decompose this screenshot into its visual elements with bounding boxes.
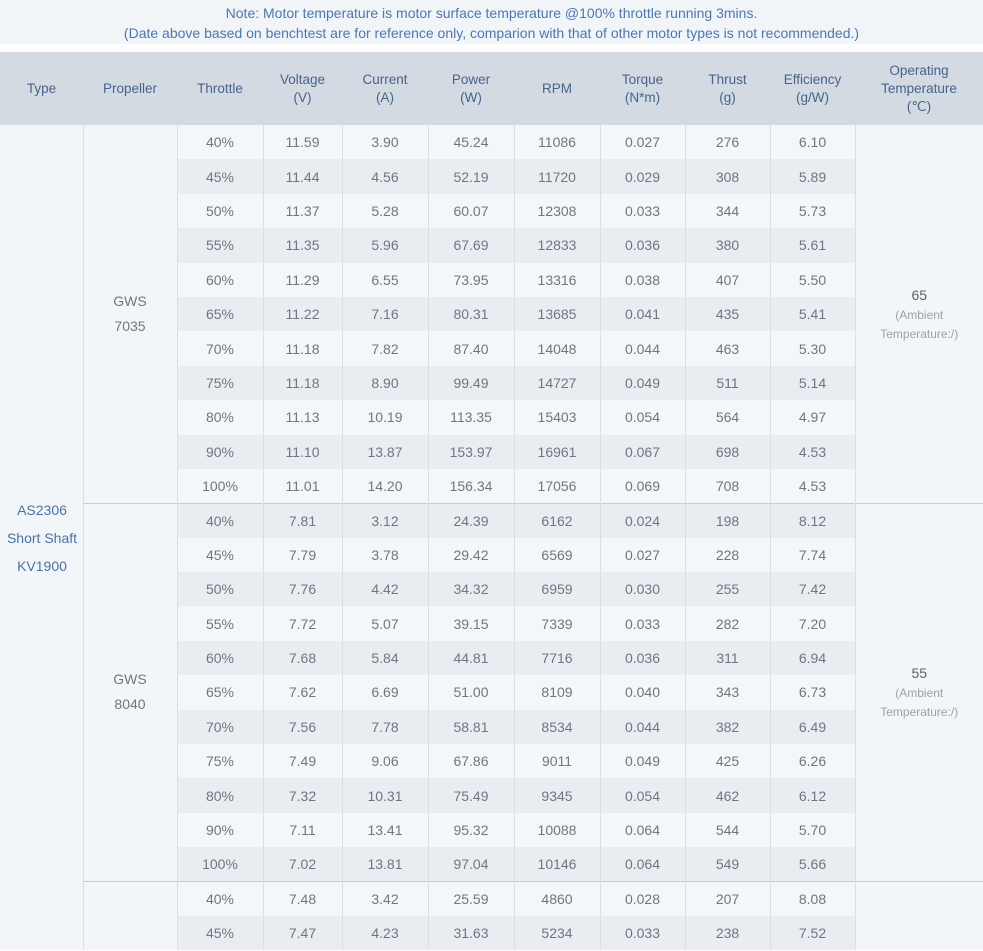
- thrust-cell: 698: [685, 435, 770, 469]
- column-header-operating-temperature: Operating Temperature (℃): [855, 52, 983, 125]
- current-cell: 3.12: [342, 503, 428, 537]
- current-cell: 13.87: [342, 435, 428, 469]
- throttle-cell: 60%: [177, 263, 263, 297]
- column-header-power: Power (W): [428, 52, 514, 125]
- power-cell: 24.39: [428, 503, 514, 537]
- efficiency-cell: 4.97: [770, 400, 855, 434]
- efficiency-cell: 5.30: [770, 331, 855, 365]
- motor-type-cell: [0, 125, 83, 950]
- power-cell: 153.97: [428, 435, 514, 469]
- voltage-cell: 7.56: [263, 710, 342, 744]
- voltage-cell: 7.68: [263, 641, 342, 675]
- throttle-cell: 45%: [177, 916, 263, 950]
- torque-cell: 0.049: [600, 366, 685, 400]
- operating-temperature-cell: [855, 882, 983, 951]
- current-cell: 5.84: [342, 641, 428, 675]
- throttle-cell: 75%: [177, 366, 263, 400]
- rpm-cell: 8534: [514, 710, 600, 744]
- thrust-cell: 425: [685, 744, 770, 778]
- thrust-cell: 544: [685, 813, 770, 847]
- table-row: [0, 503, 983, 537]
- voltage-cell: 7.32: [263, 778, 342, 812]
- current-cell: 10.19: [342, 400, 428, 434]
- throttle-cell: 80%: [177, 400, 263, 434]
- torque-cell: 0.033: [600, 606, 685, 640]
- thrust-cell: 207: [685, 882, 770, 916]
- power-cell: 31.63: [428, 916, 514, 950]
- rpm-cell: 12308: [514, 194, 600, 228]
- thrust-cell: 511: [685, 366, 770, 400]
- thrust-cell: 282: [685, 606, 770, 640]
- voltage-cell: 11.13: [263, 400, 342, 434]
- voltage-cell: 11.35: [263, 228, 342, 262]
- voltage-cell: 7.72: [263, 606, 342, 640]
- efficiency-cell: 6.73: [770, 675, 855, 709]
- efficiency-cell: 4.53: [770, 435, 855, 469]
- rpm-cell: 10088: [514, 813, 600, 847]
- voltage-cell: 7.49: [263, 744, 342, 778]
- voltage-cell: 7.76: [263, 572, 342, 606]
- efficiency-cell: 6.94: [770, 641, 855, 675]
- efficiency-cell: 5.70: [770, 813, 855, 847]
- column-header-throttle: Throttle: [177, 52, 263, 125]
- efficiency-cell: 7.42: [770, 572, 855, 606]
- ambient-temperature-note: (Ambient Temperature:/): [880, 307, 959, 341]
- note-line-2: (Date above based on benchtest are for reference only, comparion with that of other motor types is not recommended.): [123, 25, 860, 41]
- thrust-cell: 276: [685, 125, 770, 159]
- efficiency-cell: 7.20: [770, 606, 855, 640]
- throttle-cell: 50%: [177, 194, 263, 228]
- power-cell: 34.32: [428, 572, 514, 606]
- throttle-cell: 60%: [177, 641, 263, 675]
- thrust-cell: 344: [685, 194, 770, 228]
- torque-cell: 0.030: [600, 572, 685, 606]
- efficiency-cell: 6.10: [770, 125, 855, 159]
- propeller-label: GWS 7035: [113, 292, 147, 334]
- table-row: [0, 125, 983, 159]
- current-cell: 5.07: [342, 606, 428, 640]
- efficiency-cell: 5.89: [770, 159, 855, 193]
- current-cell: 8.90: [342, 366, 428, 400]
- rpm-cell: 8109: [514, 675, 600, 709]
- power-cell: 95.32: [428, 813, 514, 847]
- throttle-cell: 100%: [177, 469, 263, 503]
- voltage-cell: 11.44: [263, 159, 342, 193]
- column-header-thrust: Thrust (g): [685, 52, 770, 125]
- throttle-cell: 45%: [177, 538, 263, 572]
- rpm-cell: 6959: [514, 572, 600, 606]
- throttle-cell: 55%: [177, 228, 263, 262]
- efficiency-cell: 5.41: [770, 297, 855, 331]
- efficiency-cell: 6.49: [770, 710, 855, 744]
- efficiency-cell: 6.26: [770, 744, 855, 778]
- rpm-cell: 4860: [514, 882, 600, 916]
- thrust-cell: 708: [685, 469, 770, 503]
- thrust-cell: 255: [685, 572, 770, 606]
- torque-cell: 0.054: [600, 400, 685, 434]
- rpm-cell: 14727: [514, 366, 600, 400]
- throttle-cell: 80%: [177, 778, 263, 812]
- current-cell: 13.81: [342, 847, 428, 881]
- power-cell: 113.35: [428, 400, 514, 434]
- throttle-cell: 90%: [177, 813, 263, 847]
- power-cell: 99.49: [428, 366, 514, 400]
- current-cell: 6.55: [342, 263, 428, 297]
- power-cell: 39.15: [428, 606, 514, 640]
- power-cell: 51.00: [428, 675, 514, 709]
- rpm-cell: 11720: [514, 159, 600, 193]
- propeller-cell: [83, 503, 177, 881]
- thrust-cell: 238: [685, 916, 770, 950]
- rpm-cell: 17056: [514, 469, 600, 503]
- power-cell: 29.42: [428, 538, 514, 572]
- throttle-cell: 50%: [177, 572, 263, 606]
- current-cell: 7.16: [342, 297, 428, 331]
- temperature-value: 55: [911, 665, 928, 682]
- voltage-cell: 11.29: [263, 263, 342, 297]
- rpm-cell: 15403: [514, 400, 600, 434]
- header-row: [0, 52, 983, 125]
- current-cell: 9.06: [342, 744, 428, 778]
- rpm-cell: 13316: [514, 263, 600, 297]
- torque-cell: 0.064: [600, 813, 685, 847]
- propeller-cell: [83, 882, 177, 951]
- throttle-cell: 75%: [177, 744, 263, 778]
- current-cell: 13.41: [342, 813, 428, 847]
- throttle-cell: 40%: [177, 882, 263, 916]
- throttle-cell: 40%: [177, 503, 263, 537]
- throttle-cell: 40%: [177, 125, 263, 159]
- column-header-rpm: RPM: [514, 52, 600, 125]
- current-cell: 5.96: [342, 228, 428, 262]
- voltage-cell: 11.37: [263, 194, 342, 228]
- current-cell: 7.82: [342, 331, 428, 365]
- efficiency-cell: 6.12: [770, 778, 855, 812]
- operating-temperature-cell: [855, 125, 983, 503]
- power-cell: 67.69: [428, 228, 514, 262]
- thrust-cell: 343: [685, 675, 770, 709]
- voltage-cell: 7.47: [263, 916, 342, 950]
- torque-cell: 0.040: [600, 675, 685, 709]
- propeller-cell: [83, 125, 177, 503]
- voltage-cell: 11.10: [263, 435, 342, 469]
- torque-cell: 0.064: [600, 847, 685, 881]
- efficiency-cell: 7.52: [770, 916, 855, 950]
- thrust-cell: 407: [685, 263, 770, 297]
- rpm-cell: 16961: [514, 435, 600, 469]
- voltage-cell: 11.01: [263, 469, 342, 503]
- spec-table-body: [0, 125, 983, 950]
- voltage-cell: 7.11: [263, 813, 342, 847]
- voltage-cell: 11.18: [263, 331, 342, 365]
- power-cell: 52.19: [428, 159, 514, 193]
- voltage-cell: 11.22: [263, 297, 342, 331]
- current-cell: 4.42: [342, 572, 428, 606]
- torque-cell: 0.033: [600, 916, 685, 950]
- rpm-cell: 13685: [514, 297, 600, 331]
- throttle-cell: 55%: [177, 606, 263, 640]
- thrust-cell: 463: [685, 331, 770, 365]
- torque-cell: 0.067: [600, 435, 685, 469]
- operating-temperature-cell: [855, 503, 983, 881]
- note-line-1: Note: Motor temperature is motor surface temperature @100% throttle running 3mins.: [225, 5, 758, 21]
- voltage-cell: 7.62: [263, 675, 342, 709]
- column-header-type: Type: [0, 52, 83, 125]
- thrust-cell: 311: [685, 641, 770, 675]
- rpm-cell: 6569: [514, 538, 600, 572]
- temperature-value: 65: [911, 286, 928, 303]
- torque-cell: 0.027: [600, 538, 685, 572]
- table-row: [0, 882, 983, 916]
- power-cell: 45.24: [428, 125, 514, 159]
- power-cell: 67.86: [428, 744, 514, 778]
- thrust-cell: 462: [685, 778, 770, 812]
- rpm-cell: 6162: [514, 503, 600, 537]
- rpm-cell: 14048: [514, 331, 600, 365]
- throttle-cell: 90%: [177, 435, 263, 469]
- thrust-cell: 435: [685, 297, 770, 331]
- efficiency-cell: 4.53: [770, 469, 855, 503]
- power-cell: 87.40: [428, 331, 514, 365]
- power-cell: 73.95: [428, 263, 514, 297]
- thrust-cell: 228: [685, 538, 770, 572]
- thrust-cell: 549: [685, 847, 770, 881]
- column-header-torque: Torque (N*m): [600, 52, 685, 125]
- throttle-cell: 65%: [177, 675, 263, 709]
- power-cell: 156.34: [428, 469, 514, 503]
- torque-cell: 0.049: [600, 744, 685, 778]
- torque-cell: 0.044: [600, 710, 685, 744]
- rpm-cell: 9345: [514, 778, 600, 812]
- torque-cell: 0.029: [600, 159, 685, 193]
- spacer: [0, 44, 983, 52]
- torque-cell: 0.041: [600, 297, 685, 331]
- voltage-cell: 7.81: [263, 503, 342, 537]
- current-cell: 7.78: [342, 710, 428, 744]
- current-cell: 14.20: [342, 469, 428, 503]
- current-cell: 3.42: [342, 882, 428, 916]
- torque-cell: 0.044: [600, 331, 685, 365]
- torque-cell: 0.036: [600, 641, 685, 675]
- torque-cell: 0.054: [600, 778, 685, 812]
- efficiency-cell: 7.74: [770, 538, 855, 572]
- note-banner: [0, 0, 983, 44]
- voltage-cell: 7.02: [263, 847, 342, 881]
- power-cell: 80.31: [428, 297, 514, 331]
- power-cell: 58.81: [428, 710, 514, 744]
- column-header-current: Current (A): [342, 52, 428, 125]
- motor-type-label: AS2306 Short Shaft KV1900: [6, 501, 78, 574]
- current-cell: 5.28: [342, 194, 428, 228]
- efficiency-cell: 5.66: [770, 847, 855, 881]
- throttle-cell: 70%: [177, 710, 263, 744]
- efficiency-cell: 8.12: [770, 503, 855, 537]
- rpm-cell: 10146: [514, 847, 600, 881]
- ambient-temperature-note: (Ambient Temperature:/): [880, 686, 959, 720]
- current-cell: 3.90: [342, 125, 428, 159]
- thrust-cell: 382: [685, 710, 770, 744]
- thrust-cell: 308: [685, 159, 770, 193]
- voltage-cell: 7.79: [263, 538, 342, 572]
- current-cell: 3.78: [342, 538, 428, 572]
- rpm-cell: 11086: [514, 125, 600, 159]
- rpm-cell: 12833: [514, 228, 600, 262]
- torque-cell: 0.036: [600, 228, 685, 262]
- torque-cell: 0.038: [600, 263, 685, 297]
- efficiency-cell: 5.50: [770, 263, 855, 297]
- rpm-cell: 9011: [514, 744, 600, 778]
- thrust-cell: 380: [685, 228, 770, 262]
- efficiency-cell: 5.61: [770, 228, 855, 262]
- current-cell: 4.56: [342, 159, 428, 193]
- column-header-propeller: Propeller: [83, 52, 177, 125]
- current-cell: 10.31: [342, 778, 428, 812]
- propeller-label: GWS 8040: [113, 671, 147, 713]
- voltage-cell: 11.18: [263, 366, 342, 400]
- power-cell: 97.04: [428, 847, 514, 881]
- efficiency-cell: 8.08: [770, 882, 855, 916]
- power-cell: 25.59: [428, 882, 514, 916]
- throttle-cell: 45%: [177, 159, 263, 193]
- torque-cell: 0.069: [600, 469, 685, 503]
- current-cell: 4.23: [342, 916, 428, 950]
- torque-cell: 0.024: [600, 503, 685, 537]
- rpm-cell: 7339: [514, 606, 600, 640]
- motor-spec-table: [0, 52, 983, 950]
- torque-cell: 0.027: [600, 125, 685, 159]
- torque-cell: 0.028: [600, 882, 685, 916]
- voltage-cell: 7.48: [263, 882, 342, 916]
- throttle-cell: 100%: [177, 847, 263, 881]
- throttle-cell: 70%: [177, 331, 263, 365]
- thrust-cell: 564: [685, 400, 770, 434]
- thrust-cell: 198: [685, 503, 770, 537]
- power-cell: 44.81: [428, 641, 514, 675]
- efficiency-cell: 5.73: [770, 194, 855, 228]
- throttle-cell: 65%: [177, 297, 263, 331]
- column-header-efficiency: Efficiency (g/W): [770, 52, 855, 125]
- torque-cell: 0.033: [600, 194, 685, 228]
- voltage-cell: 11.59: [263, 125, 342, 159]
- rpm-cell: 5234: [514, 916, 600, 950]
- rpm-cell: 7716: [514, 641, 600, 675]
- column-header-voltage: Voltage (V): [263, 52, 342, 125]
- power-cell: 60.07: [428, 194, 514, 228]
- power-cell: 75.49: [428, 778, 514, 812]
- current-cell: 6.69: [342, 675, 428, 709]
- efficiency-cell: 5.14: [770, 366, 855, 400]
